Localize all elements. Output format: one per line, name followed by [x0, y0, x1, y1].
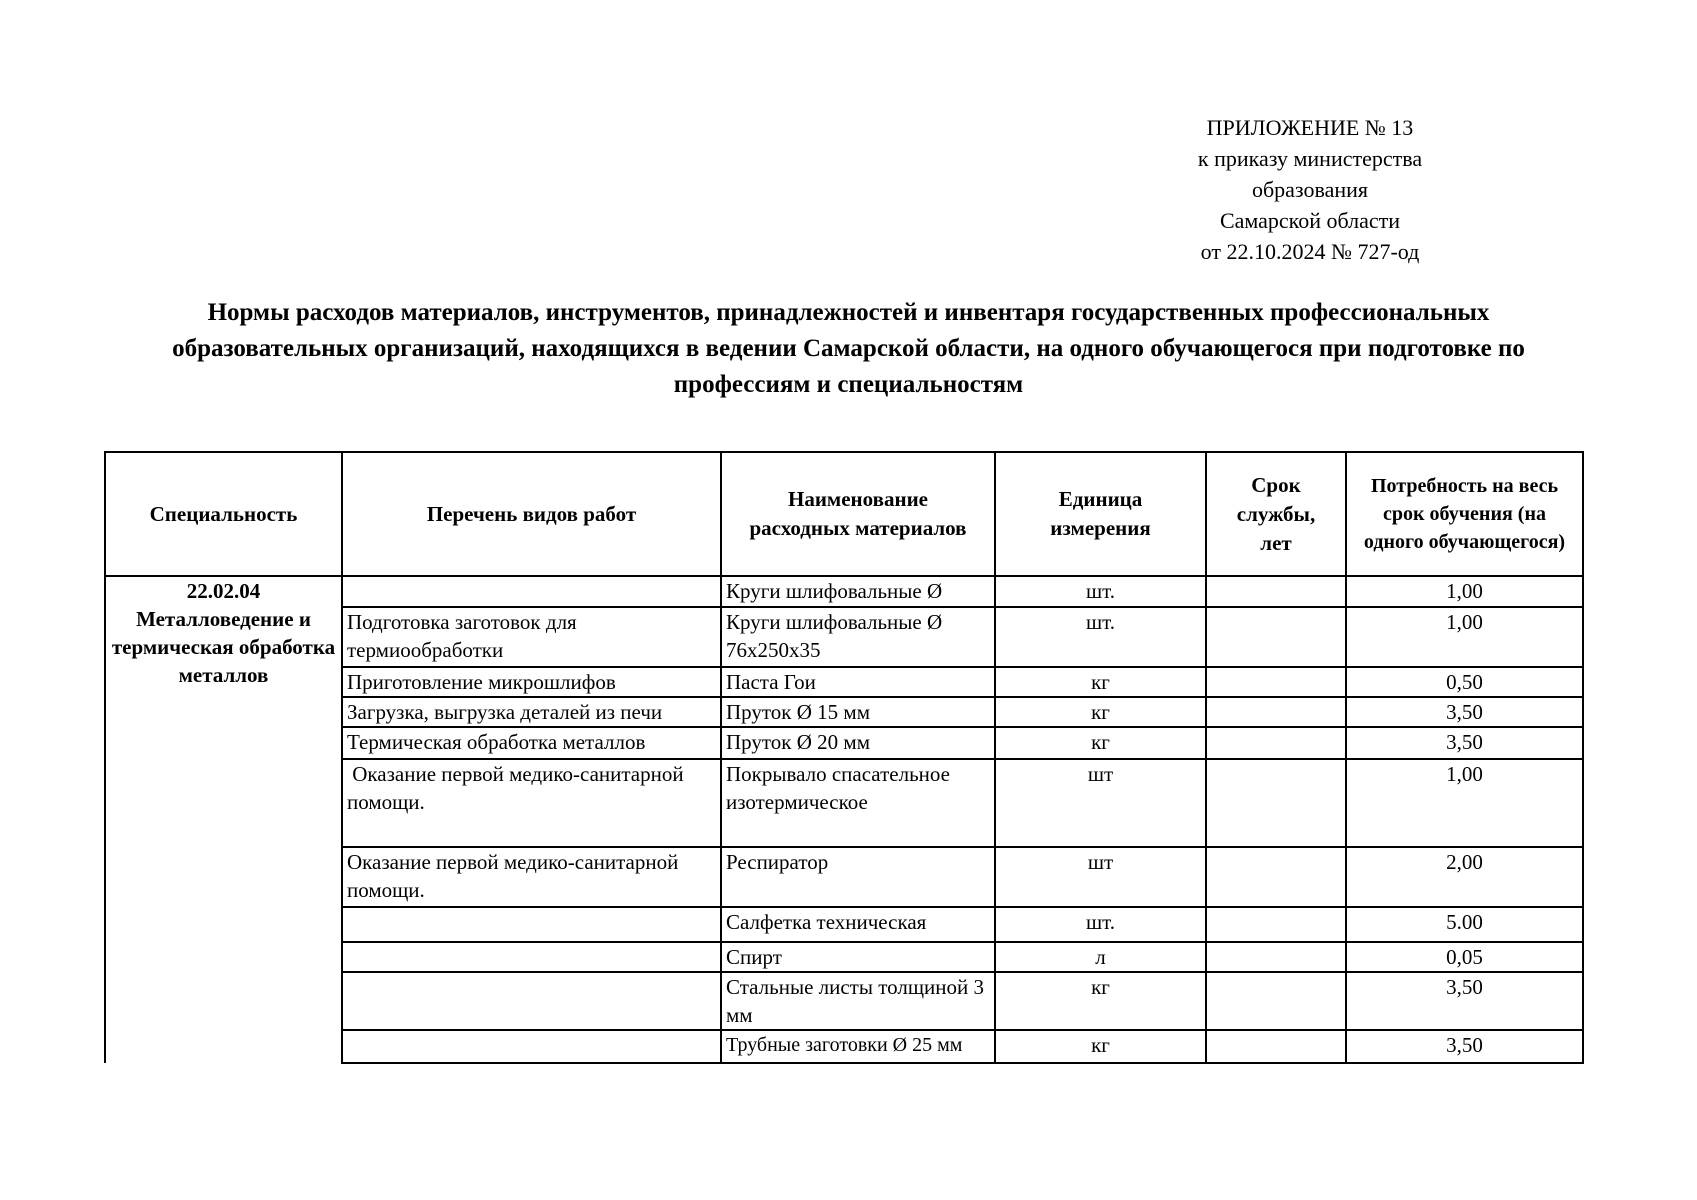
- term-cell: [1206, 759, 1346, 847]
- unit-cell: кг: [995, 972, 1206, 1030]
- need-cell: 3,50: [1346, 972, 1583, 1030]
- appendix-line: Самарской области: [1219, 208, 1401, 233]
- need-cell: 3,50: [1346, 1030, 1583, 1063]
- unit-cell: кг: [995, 727, 1206, 759]
- material-cell: Пруток Ø 20 мм: [721, 727, 995, 759]
- material-cell: Покрывало спасательное изотермическое: [721, 759, 995, 847]
- need-cell: 2,00: [1346, 847, 1583, 907]
- material-cell: Стальные листы толщиной 3 мм: [721, 972, 995, 1030]
- material-cell: Паста Гои: [721, 667, 995, 697]
- material-cell: Спирт: [721, 942, 995, 972]
- material-cell: Круги шлифовальные Ø 76х250х35: [721, 607, 995, 667]
- work-cell: Загрузка, выгрузка деталей из печи: [342, 697, 721, 727]
- need-cell: 1,00: [1346, 607, 1583, 667]
- unit-cell: шт: [995, 759, 1206, 847]
- need-cell: 3,50: [1346, 727, 1583, 759]
- header-work-types: Перечень видов работ: [342, 452, 721, 576]
- term-cell: [1206, 972, 1346, 1030]
- unit-cell: л: [995, 942, 1206, 972]
- appendix-block: [1100, 112, 1520, 267]
- unit-cell: шт.: [995, 907, 1206, 942]
- need-cell: 0,50: [1346, 667, 1583, 697]
- unit-cell: кг: [995, 1030, 1206, 1063]
- material-cell: Круги шлифовальные Ø: [721, 576, 995, 607]
- term-cell: [1206, 667, 1346, 697]
- need-cell: 3,50: [1346, 697, 1583, 727]
- need-cell: 5.00: [1346, 907, 1583, 942]
- work-cell: Подготовка заготовок для термиообработки: [342, 607, 721, 667]
- unit-cell: шт.: [995, 576, 1206, 607]
- material-cell: Пруток Ø 15 мм: [721, 697, 995, 727]
- specialty-cell: [105, 576, 342, 1063]
- work-cell: [342, 1030, 721, 1063]
- work-cell: Оказание первой медико-санитарной помощи.: [342, 847, 721, 907]
- term-cell: [1206, 727, 1346, 759]
- specialty-code: 22.02.04: [186, 579, 261, 603]
- material-cell: Салфетка техническая: [721, 907, 995, 942]
- header-unit: Единица измерения: [995, 452, 1206, 576]
- material-cell: Трубные заготовки Ø 25 мм: [721, 1030, 995, 1063]
- work-cell: Приготовление микрошлифов: [342, 667, 721, 697]
- header-service-life: Срок службы, лет: [1206, 452, 1346, 576]
- header-materials: Наименование расходных материалов: [721, 452, 995, 576]
- norms-table: [104, 451, 1584, 1064]
- work-cell: Оказание первой медико-санитарной помощи.: [342, 759, 721, 847]
- need-cell: 1,00: [1346, 759, 1583, 847]
- appendix-line: от 22.10.2024 № 727-од: [1200, 239, 1420, 264]
- appendix-line: ПРИЛОЖЕНИЕ № 13: [1206, 115, 1414, 140]
- term-cell: [1206, 847, 1346, 907]
- need-cell: 0,05: [1346, 942, 1583, 972]
- table-header-row: [105, 452, 1583, 576]
- unit-cell: шт.: [995, 607, 1206, 667]
- term-cell: [1206, 607, 1346, 667]
- unit-cell: кг: [995, 697, 1206, 727]
- document-title: Нормы расходов материалов, инструментов, принадлежностей и инвентаря государственных профессиональных образовательных организаций, находящихся в ведении Самарской области, на одного обучающегося при подготовке по профессиям и специальностям: [172, 299, 1525, 398]
- material-cell: Респиратор: [721, 847, 995, 907]
- term-cell: [1206, 697, 1346, 727]
- work-cell: [342, 907, 721, 942]
- header-specialty: Специальность: [105, 452, 342, 576]
- term-cell: [1206, 942, 1346, 972]
- header-requirement: Потребность на весь срок обучения (на одного обучающегося): [1346, 452, 1583, 576]
- work-cell: [342, 972, 721, 1030]
- table-row: [105, 576, 1583, 607]
- work-cell: [342, 576, 721, 607]
- need-cell: 1,00: [1346, 576, 1583, 607]
- unit-cell: кг: [995, 667, 1206, 697]
- appendix-line: к приказу министерства: [1197, 146, 1423, 171]
- work-cell: Термическая обработка металлов: [342, 727, 721, 759]
- specialty-name: Металловедение и термическая обработка металлов: [111, 607, 336, 687]
- term-cell: [1206, 907, 1346, 942]
- appendix-line: образования: [1251, 177, 1369, 202]
- unit-cell: шт: [995, 847, 1206, 907]
- work-cell: [342, 942, 721, 972]
- term-cell: [1206, 576, 1346, 607]
- term-cell: [1206, 1030, 1346, 1063]
